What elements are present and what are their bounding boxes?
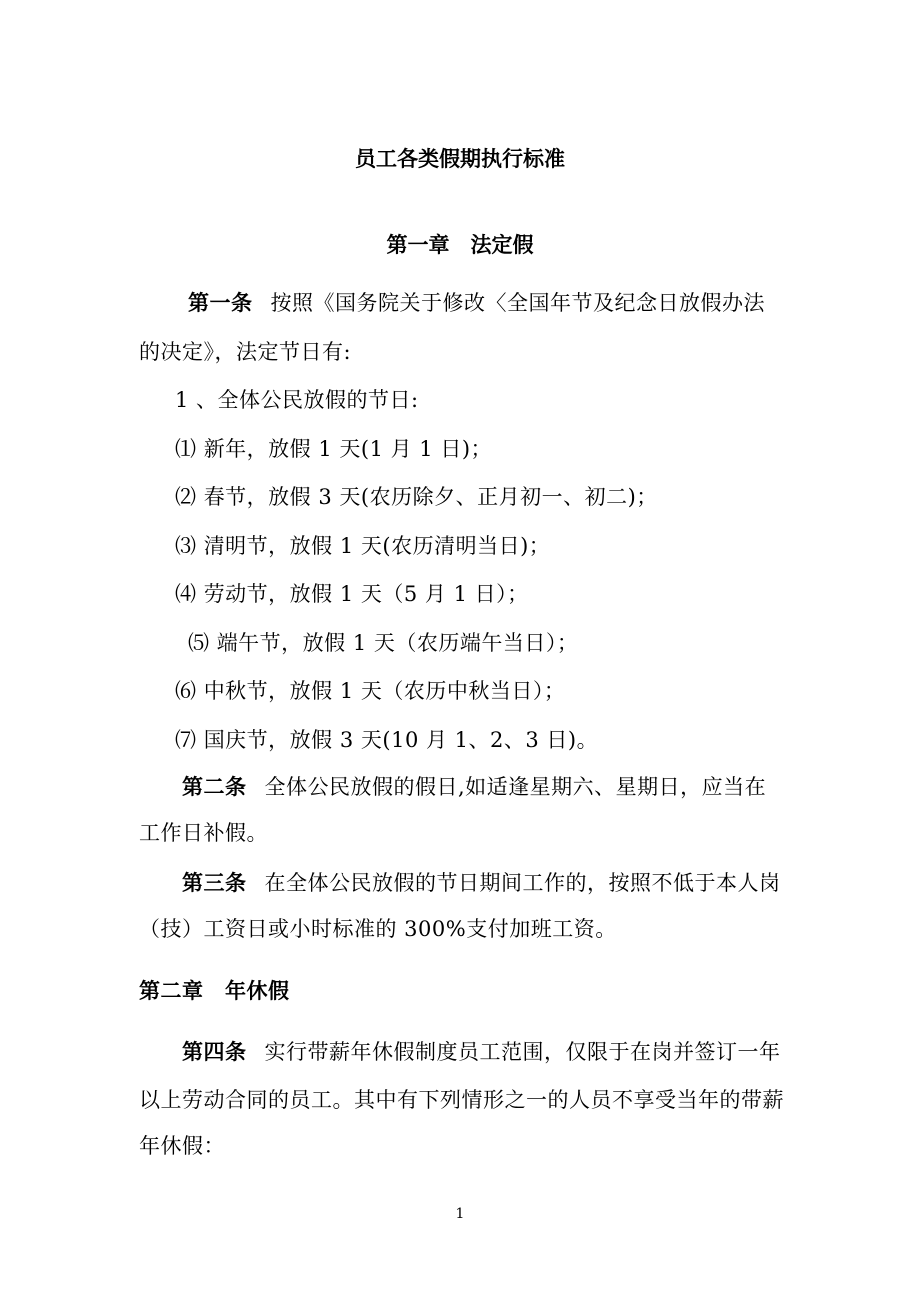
article-1-label: 第一条	[188, 290, 253, 315]
list-item-text: 春节，放假 3 天(农历除夕、正月初一、初二)；	[203, 485, 658, 509]
article-4-text-1: 实行带薪年休假制度员工范围，仅限于在岗并签订一年	[264, 1040, 781, 1064]
holiday-item	[175, 676, 565, 706]
article-1-line-2: 的决定》，法定节日有:	[139, 340, 352, 364]
document-title: 员工各类假期执行标准	[355, 146, 565, 171]
list-item-text: 中秋节，放假 1 天（农历中秋当日）；	[203, 679, 566, 703]
article-2-line-1	[182, 772, 766, 802]
list-item-text: 新年，放假 1 天(1 月 1 日)；	[203, 437, 493, 461]
list-marker: ⑷	[175, 582, 197, 606]
article-4-line-1	[182, 1037, 781, 1067]
list-item-text: 端午节，放假 1 天（农历端午当日）；	[216, 631, 579, 655]
article-3-line-2: （技）工资日或小时标准的 300%支付加班工资。	[139, 917, 617, 941]
holiday-item	[175, 482, 658, 512]
holiday-item	[188, 628, 578, 658]
list-marker: ⑸	[188, 631, 210, 655]
list-item-text: 清明节，放假 1 天(农历清明当日)；	[203, 534, 551, 558]
holiday-item	[175, 434, 492, 464]
holiday-list-intro: 1 、全体公民放假的节日:	[175, 388, 419, 412]
holiday-item	[175, 579, 529, 609]
list-item-text: 国庆节，放假 3 天(10 月 1、2、3 日)。	[203, 728, 599, 752]
article-2-text-1: 全体公民放假的假日,如适逢星期六、星期日，应当在	[264, 775, 767, 799]
holiday-item	[175, 531, 550, 561]
article-3-text-1: 在全体公民放假的节日期间工作的，按照不低于本人岗	[264, 871, 781, 895]
article-4-line-3: 年休假：	[139, 1134, 225, 1158]
article-2-line-2: 工作日补假。	[139, 821, 268, 845]
article-4-label: 第四条	[182, 1039, 247, 1064]
list-marker: ⑺	[175, 728, 197, 752]
chapter-2-heading: 第二章 年休假	[139, 978, 290, 1003]
article-1-line-1	[188, 288, 765, 318]
page-number: 1	[455, 1206, 465, 1222]
list-item-text: 劳动节，放假 1 天（5 月 1 日）；	[203, 582, 529, 606]
list-marker: ⑵	[175, 485, 197, 509]
list-marker: ⑹	[175, 679, 197, 703]
article-4-line-2: 以上劳动合同的员工。其中有下列情形之一的人员不享受当年的带薪	[139, 1088, 784, 1112]
article-2-label: 第二条	[182, 774, 247, 799]
holiday-item	[175, 725, 598, 755]
list-marker: ⑴	[175, 437, 197, 461]
article-1-text-1: 按照《国务院关于修改〈全国年节及纪念日放假办法	[270, 291, 765, 315]
chapter-1-heading: 第一章 法定假	[386, 232, 534, 257]
article-3-label: 第三条	[182, 870, 247, 895]
article-3-line-1	[182, 868, 781, 898]
list-marker: ⑶	[175, 534, 197, 558]
